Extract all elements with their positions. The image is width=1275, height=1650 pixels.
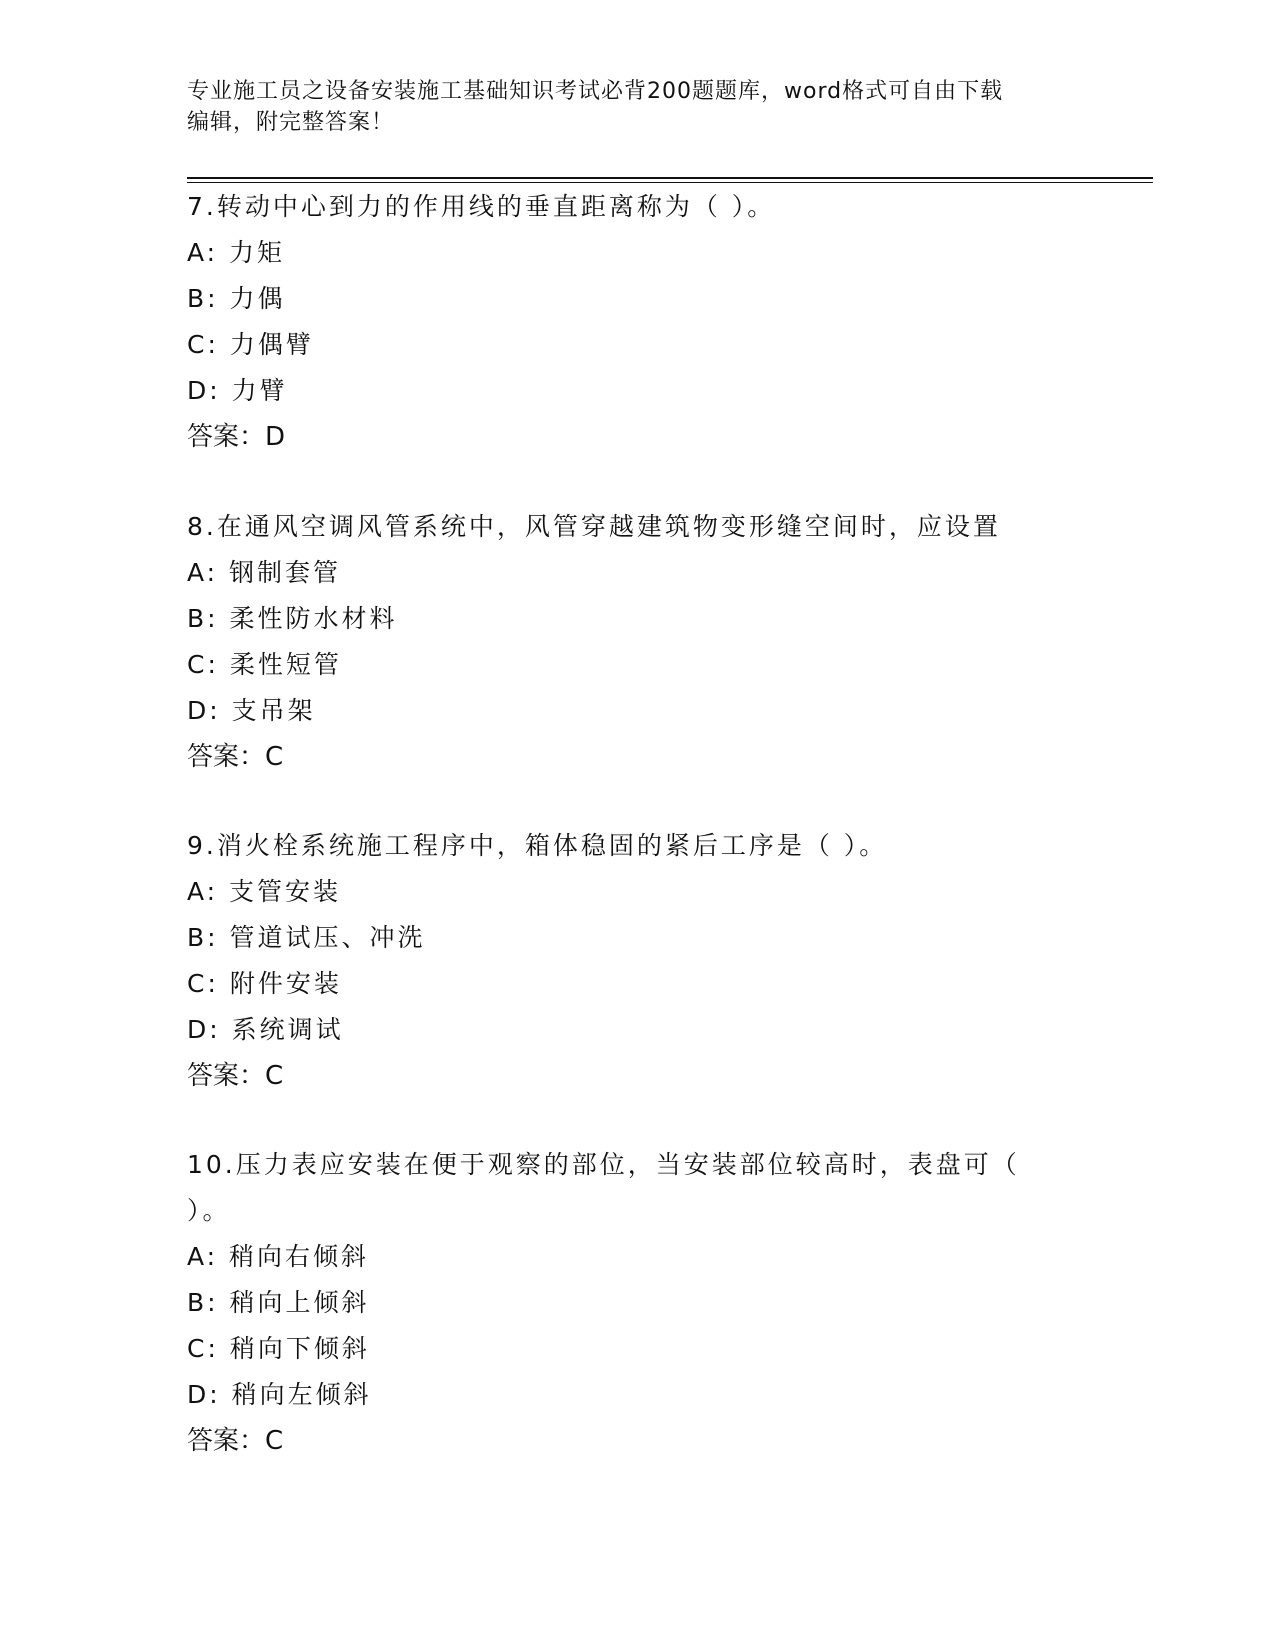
- option-a: A: 力矩: [187, 238, 286, 267]
- header-line-1: 专业施工员之设备安装施工基础知识考试必背200题题库，word格式可自由下载: [187, 79, 1004, 104]
- option-a: A: 钢制套管: [187, 558, 342, 587]
- question-text: 7.转动中心到力的作用线的垂直距离称为（ ）。: [187, 192, 776, 221]
- question-7: [187, 184, 1087, 460]
- option-b: B: 柔性防水材料: [187, 604, 398, 633]
- answer-line: 答案：C: [187, 1426, 284, 1456]
- question-8: [187, 504, 1087, 780]
- answer-line: 答案：C: [187, 1061, 284, 1091]
- option-b: B: 力偶: [187, 284, 286, 313]
- option-c: C: 附件安装: [187, 969, 342, 998]
- document-header: [187, 76, 1087, 138]
- question-9: [187, 823, 1087, 1099]
- option-c: C: 柔性短管: [187, 650, 342, 679]
- question-text: 9.消火栓系统施工程序中，箱体稳固的紧后工序是（ ）。: [187, 831, 888, 860]
- header-divider-thick: [187, 177, 1153, 179]
- answer-line: 答案：D: [187, 422, 286, 452]
- option-a: A: 稍向右倾斜: [187, 1242, 370, 1271]
- question-text: 8.在通风空调风管系统中，风管穿越建筑物变形缝空间时，应设置: [187, 512, 1001, 541]
- option-c: C: 稍向下倾斜: [187, 1334, 370, 1363]
- question-10: [187, 1142, 1087, 1464]
- option-b: B: 管道试压、冲洗: [187, 923, 426, 952]
- question-text: 10.压力表应安装在便于观察的部位，当安装部位较高时，表盘可（ ）。: [187, 1150, 1020, 1225]
- option-d: D: 系统调试: [187, 1015, 344, 1044]
- option-d: D: 力臂: [187, 376, 288, 405]
- option-d: D: 稍向左倾斜: [187, 1380, 372, 1409]
- option-b: B: 稍向上倾斜: [187, 1288, 370, 1317]
- option-d: D: 支吊架: [187, 696, 316, 725]
- option-c: C: 力偶臂: [187, 330, 314, 359]
- option-a: A: 支管安装: [187, 877, 342, 906]
- header-line-2: 编辑，附完整答案！: [187, 110, 395, 135]
- header-divider-thin: [187, 182, 1153, 183]
- answer-line: 答案：C: [187, 742, 284, 772]
